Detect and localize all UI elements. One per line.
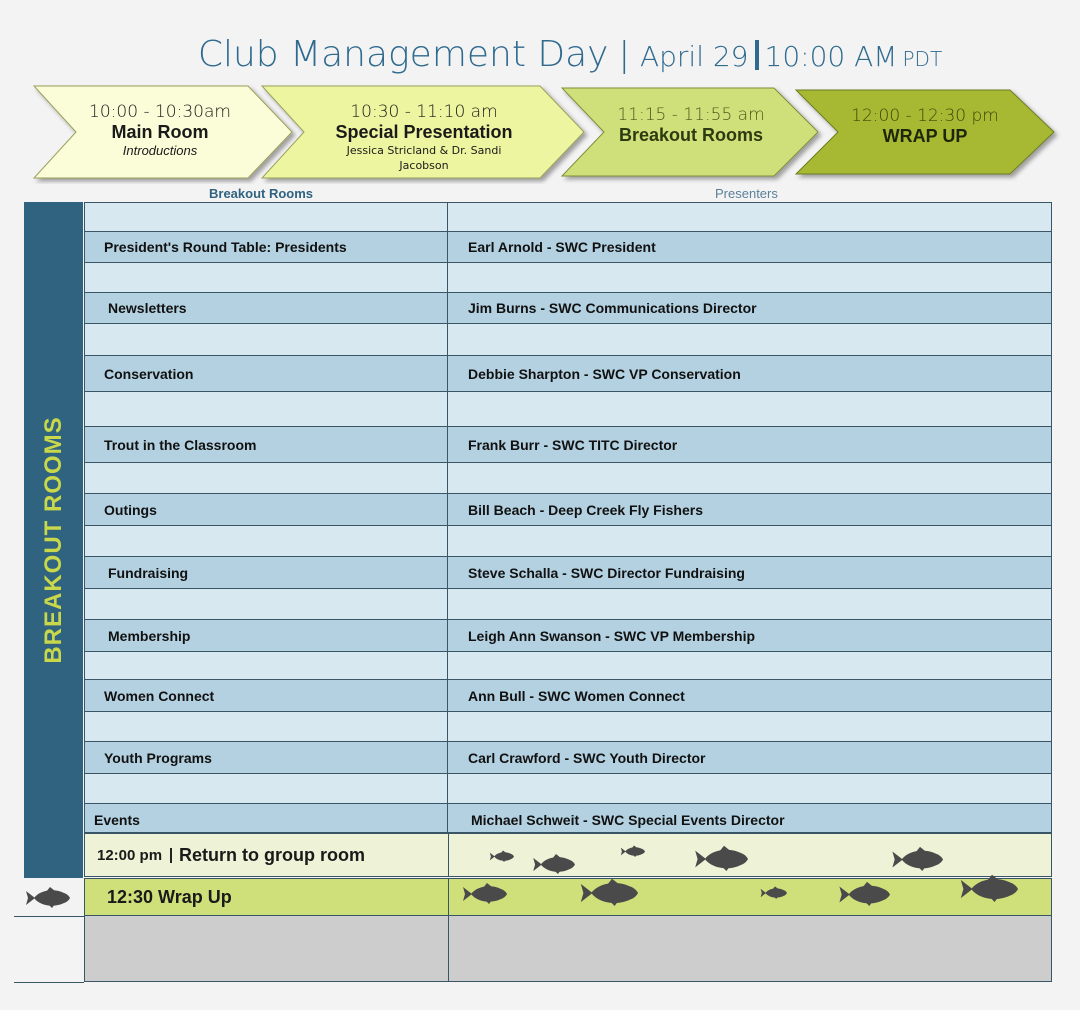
presenters-column-header: Presenters [715, 186, 778, 201]
event-time: 10:00 AM [764, 40, 898, 73]
presenter-name: Ann Bull - SWC Women Connect [468, 687, 685, 704]
agenda-sub: Introductions [122, 143, 198, 158]
agenda-name: WRAP UP [882, 126, 968, 146]
agenda-time: 12:00 - 12:30 pm [851, 106, 999, 126]
room-name: Membership [84, 620, 448, 651]
fish-icon [892, 847, 943, 871]
presenter-name: Carl Crawford - SWC Youth Director [468, 749, 706, 766]
fish-icon [463, 883, 507, 904]
room-name: Outings [84, 494, 448, 525]
agenda-time: 10:00 - 10:30am [89, 102, 231, 122]
return-time: 12:00 pm [97, 846, 163, 864]
fish-icon [621, 845, 645, 857]
fish-icon [533, 854, 575, 874]
agenda-name: Special Presentation [335, 122, 513, 142]
rooms-column-header: Breakout Rooms [209, 186, 314, 201]
fish-icon [839, 882, 890, 906]
wrap-label: 12:30 Wrap Up [107, 886, 232, 907]
room-name: Fundraising [84, 557, 448, 588]
presenter-name: Bill Beach - Deep Creek Fly Fishers [468, 501, 703, 518]
agenda-sub: Jessica Stricland & Dr. Sandi [346, 144, 502, 157]
agenda-name: Main Room [111, 122, 209, 142]
return-label: Return to group room [179, 844, 366, 865]
agenda-time: 11:15 - 11:55 am [617, 105, 765, 125]
fish-icon [581, 879, 638, 906]
presenter-name: Jim Burns - SWC Communications Director [468, 300, 757, 316]
fish-icon [26, 887, 70, 908]
presenter-name: Leigh Ann Swanson - SWC VP Membership [468, 627, 756, 644]
presenter-name: Frank Burr - SWC TITC Director [468, 436, 678, 453]
event-title: Club Management Day [197, 34, 609, 75]
agenda-name: Breakout Rooms [618, 125, 764, 145]
presenter-name: Steve Schalla - SWC Director Fundraising [468, 564, 745, 581]
presenter-name: Debbie Sharpton - SWC VP Conservation [468, 365, 741, 382]
fish-icon [761, 886, 787, 899]
room-name: Events [84, 804, 448, 836]
title-separator: | [618, 35, 630, 75]
room-name: Trout in the Classroom [84, 427, 448, 462]
presenter-name: Michael Schweit - SWC Special Events Director [471, 812, 785, 828]
agenda-time: 10:30 - 11:10 am [350, 102, 498, 122]
room-name: Women Connect [84, 680, 448, 711]
event-timezone: PDT [902, 47, 943, 71]
fish-icon [961, 875, 1018, 902]
room-name: Newsletters [84, 293, 448, 323]
agenda-sub: Jacobson [399, 159, 449, 172]
presenter-name: Earl Arnold - SWC President [468, 239, 656, 255]
sidebar-label: BREAKOUT ROOMS [39, 416, 67, 664]
room-name: Youth Programs [84, 742, 448, 773]
fish-icon [695, 846, 748, 871]
fish-icon [490, 850, 514, 862]
room-name: Conservation [84, 356, 448, 391]
event-date: April 29 [639, 40, 749, 73]
room-name: President's Round Table: Presidents [84, 232, 448, 262]
